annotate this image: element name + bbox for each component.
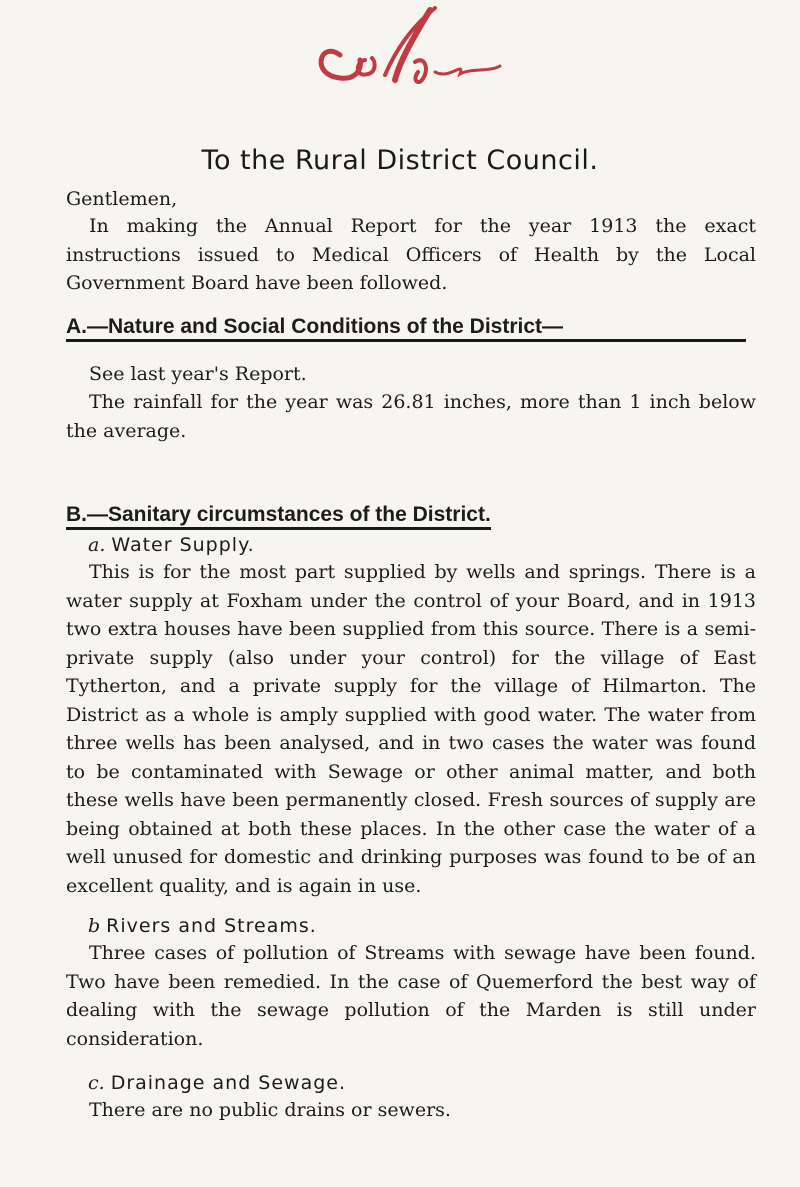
- section-a-heading: A.—Nature and Social Conditions of the District—: [66, 315, 746, 342]
- water-supply-label: a.: [88, 534, 106, 556]
- drainage-paragraph: There are no public drains or sewers.: [89, 1099, 451, 1121]
- section-b-heading: B.—Sanitary circumstances of the District.: [66, 503, 491, 530]
- salutation: Gentlemen,: [66, 188, 178, 210]
- rivers-streams-label: b: [88, 915, 101, 937]
- rivers-streams-title: Rivers and Streams.: [106, 915, 317, 937]
- rivers-streams-subheading: [88, 915, 317, 937]
- page-title: To the Rural District Council.: [201, 145, 599, 176]
- rivers-streams-paragraph: Three cases of pollution of Streams with sewage have been found. Two have been remedied. In the case of Quemerford the best way of dealing with the sewage pollution of the Marden is still under consideration.: [66, 942, 756, 1050]
- section-a-paragraph-1: See last year's Report.: [89, 363, 307, 385]
- water-supply-title: Water Supply.: [111, 534, 255, 556]
- drainage-subheading: [88, 1072, 346, 1094]
- water-supply-paragraph: This is for the most part supplied by wells and springs. There is a water supply at Foxham under the control of your Board, and in 1913 two extra houses have been supplied from this source. There is a semi-private supply (also under your control) for the village of East Tytherton, and a private supply for the village of Hilmarton. The District as a whole is amply supplied with good water. The water from three wells has been analysed, and in two cases the water was found to be contaminated with Sewage or other animal matter, and both these wells have been permanently closed. Fresh sources of supply are being obtained at both these places. In the other case the water of a well unused for domestic and drinking purposes was found to be of an excellent quality, and is again in use.: [66, 561, 756, 897]
- water-supply-subheading: [88, 534, 255, 556]
- signature-drawing: [300, 0, 520, 100]
- handwritten-signature: [300, 0, 520, 100]
- section-a-paragraph-2: The rainfall for the year was 26.81 inches, more than 1 inch below the average.: [66, 391, 756, 442]
- drainage-title: Drainage and Sewage.: [110, 1072, 347, 1094]
- intro-paragraph: In making the Annual Report for the year 1913 the exact instructions issued to Medical Officers of Health by the Local Government Board have been followed.: [66, 215, 756, 294]
- drainage-label: c.: [88, 1072, 105, 1094]
